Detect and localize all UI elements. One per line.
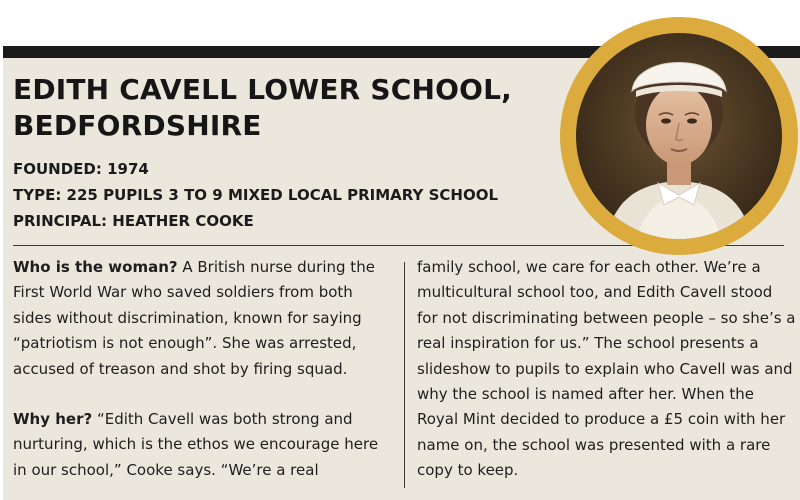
who-paragraph bbox=[13, 255, 388, 382]
left-column bbox=[13, 255, 388, 483]
portrait-image bbox=[576, 33, 782, 239]
title-line-1: EDITH CAVELL LOWER SCHOOL, bbox=[13, 73, 513, 106]
principal-fact: PRINCIPAL: HEATHER COOKE bbox=[13, 212, 254, 230]
why-paragraph bbox=[13, 407, 388, 483]
title-line-2: BEDFORDSHIRE bbox=[13, 109, 262, 142]
why-answer: “Edith Cavell was both strong and nurturing, which is the ethos we encourage here in our school,” Cooke says. “We’re a real bbox=[13, 410, 379, 479]
continued-paragraph: family school, we care for each other. We’re a multicultural school too, and Edith Cavell stood for not discriminating between people – so she’s a real inspiration for us.” The school presents a slideshow to pupils to explain who Cavell was and why the school is named after her. When the Royal Mint decided to produce a £5 coin with her name on, the school was presented with a rare copy to keep. bbox=[417, 258, 796, 480]
right-column bbox=[417, 255, 797, 484]
who-answer: A British nurse during the First World War who saved soldiers from both sides without discrimination, known for saying “patriotism is not enough”. She was arrested, accused of treason and shot by firing squad. bbox=[13, 258, 375, 378]
why-question: Why her? bbox=[13, 410, 93, 429]
column-rule bbox=[404, 262, 405, 488]
type-fact: TYPE: 225 PUPILS 3 TO 9 MIXED LOCAL PRIMARY SCHOOL bbox=[13, 186, 499, 204]
school-facts bbox=[13, 156, 553, 234]
portrait-frame bbox=[560, 17, 798, 255]
who-question: Who is the woman? bbox=[13, 258, 178, 276]
article-title bbox=[13, 72, 533, 144]
founded-fact: FOUNDED: 1974 bbox=[13, 160, 149, 178]
